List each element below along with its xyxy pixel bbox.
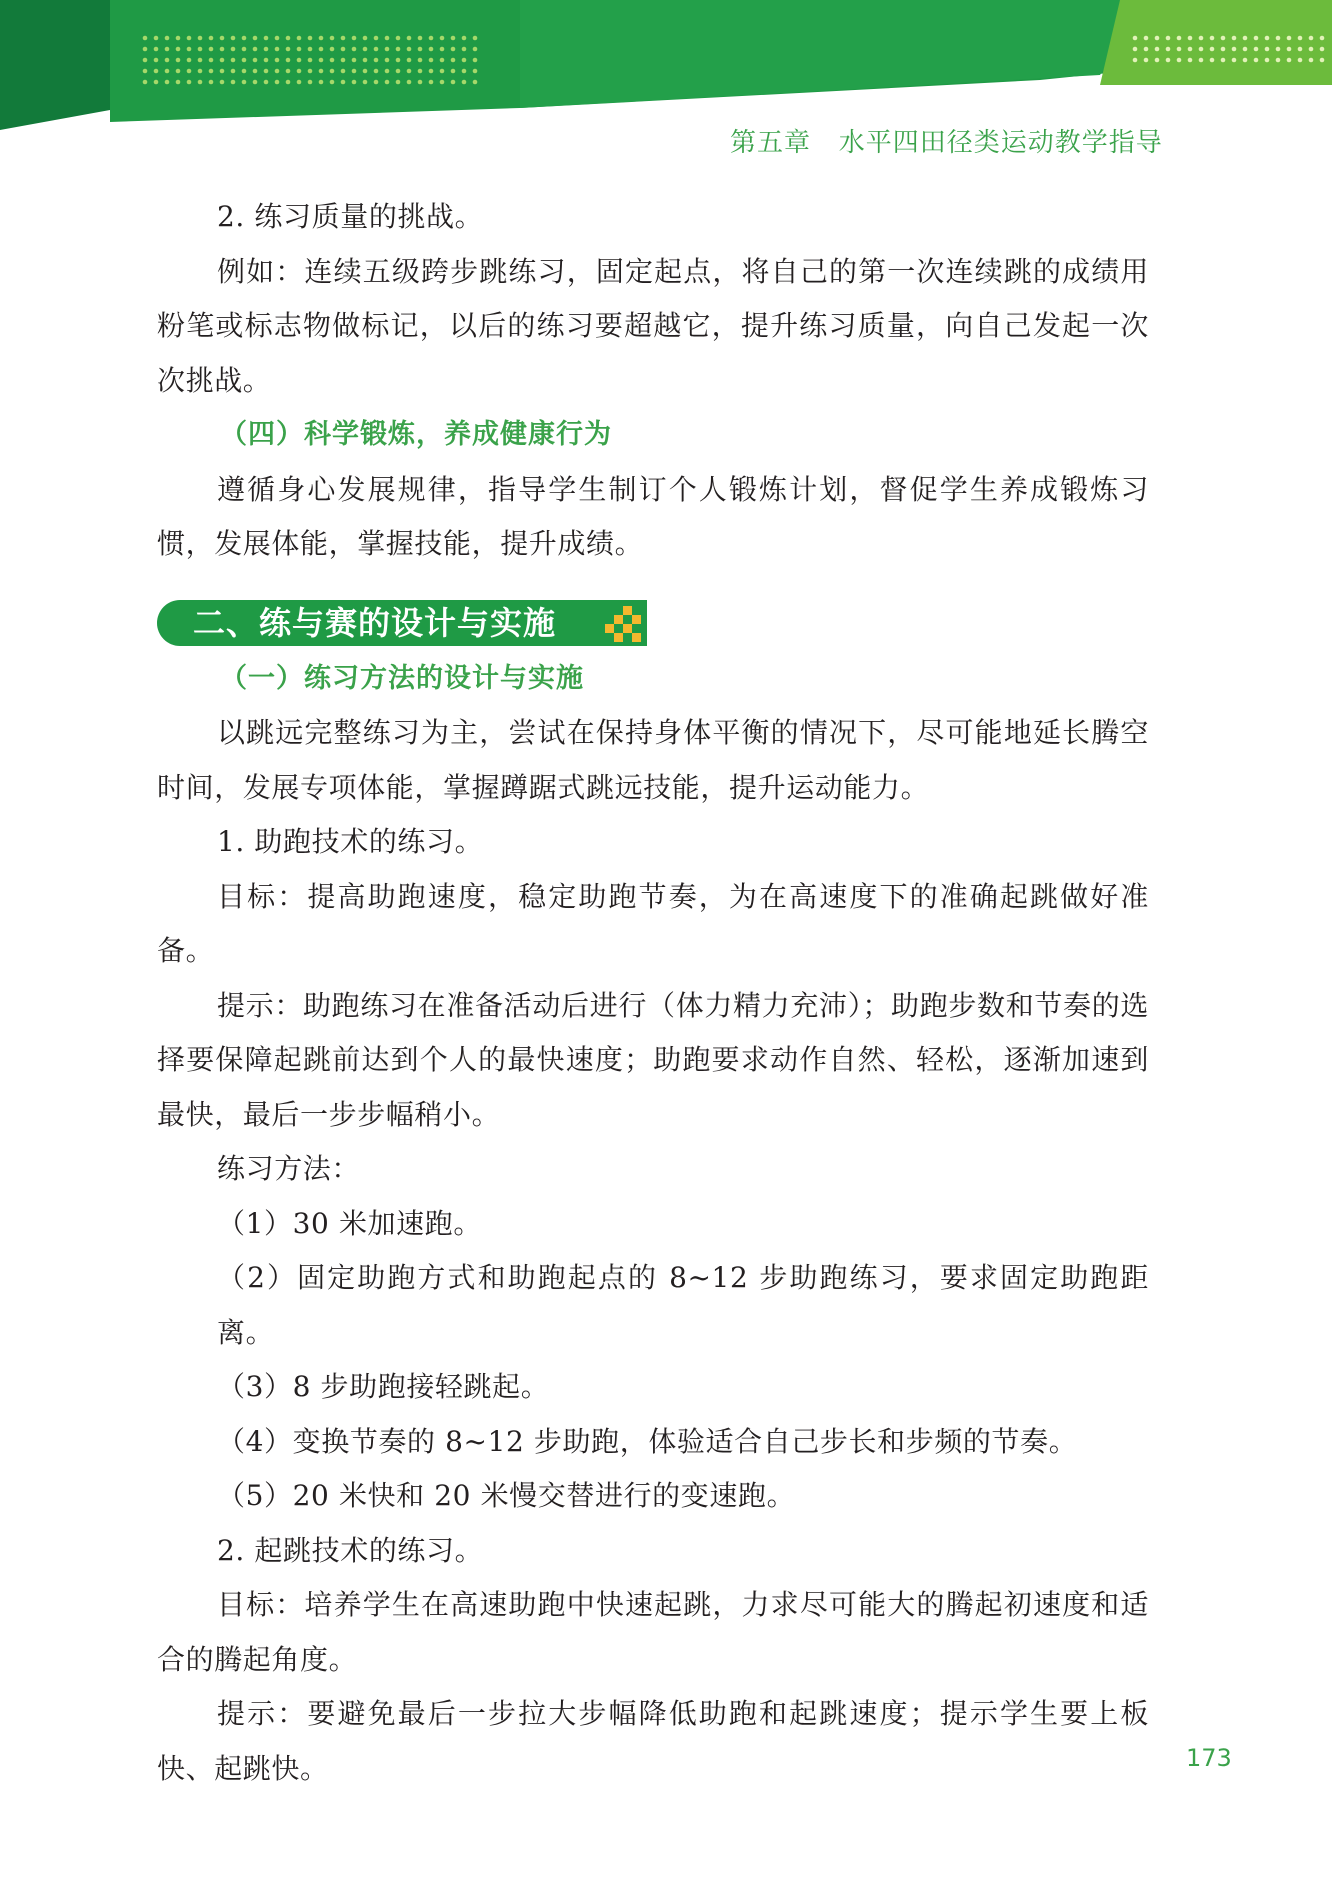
paragraph: 目标：培养学生在高速助跑中快速起跳，力求尽可能大的腾起初速度和适合的腾起角度。 (157, 1588, 1149, 1676)
section-heading-banner (157, 600, 647, 646)
section-heading: 二、练与赛的设计与实施 (193, 603, 557, 642)
banner-light-corner (1100, 0, 1332, 85)
banner-mid-band (520, 0, 1150, 108)
header-banner (0, 0, 1332, 130)
paragraph: 提示：助跑练习在准备活动后进行（体力精力充沛）；助跑步数和节奏的选择要保障起跳前达到个人的最快速度；助跑要求动作自然、轻松，逐渐加速到最快，最后一步步幅稍小。 (157, 988, 1149, 1131)
page-content (157, 190, 1149, 1796)
chapter-title: 第五章 水平四田径类运动教学指导 (730, 128, 1163, 158)
sub-heading: （四）科学锻炼，养成健康行为 (220, 419, 612, 450)
paragraph: 练习方法： (217, 1152, 361, 1185)
sub-heading: （一）练习方法的设计与实施 (220, 662, 584, 694)
paragraph: 提示：要避免最后一步拉大步幅降低助跑和起跳速度；提示学生要上板快、起跳快。 (157, 1697, 1149, 1785)
paragraph: （1）30 米加速跑。 (217, 1206, 482, 1240)
paragraph: 遵循身心发展规律，指导学生制订个人锻炼计划，督促学生养成锻炼习惯，发展体能，掌握技能，提升成绩。 (157, 472, 1149, 560)
paragraph: 以跳远完整练习为主，尝试在保持身体平衡的情况下，尽可能地延长腾空时间，发展专项体能，掌握蹲踞式跳远技能，提升运动能力。 (157, 716, 1149, 804)
paragraph: （2）固定助跑方式和助跑起点的 8~12 步助跑练习，要求固定助跑距离。 (217, 1261, 1149, 1349)
paragraph: 目标：提高助跑速度，稳定助跑节奏，为在高速度下的准确起跳做好准备。 (157, 879, 1149, 967)
paragraph: 2. 练习质量的挑战。 (217, 200, 484, 233)
paragraph: 例如：连续五级跨步跳练习，固定起点，将自己的第一次连续跳的成绩用粉笔或标志物做标记，以后的练习要超越它，提升练习质量，向自己发起一次次挑战。 (157, 254, 1149, 397)
paragraph: （3）8 步助跑接轻跳起。 (217, 1370, 550, 1403)
page-number: 173 (1186, 1744, 1232, 1772)
paragraph: （4）变换节奏的 8~12 步助跑，体验适合自己步长和步频的节奏。 (217, 1424, 1078, 1458)
paragraph: （5）20 米快和 20 米慢交替进行的变速跑。 (217, 1479, 796, 1512)
paragraph: 2. 起跳技术的练习。 (217, 1533, 484, 1567)
paragraph: 1. 助跑技术的练习。 (217, 825, 484, 858)
